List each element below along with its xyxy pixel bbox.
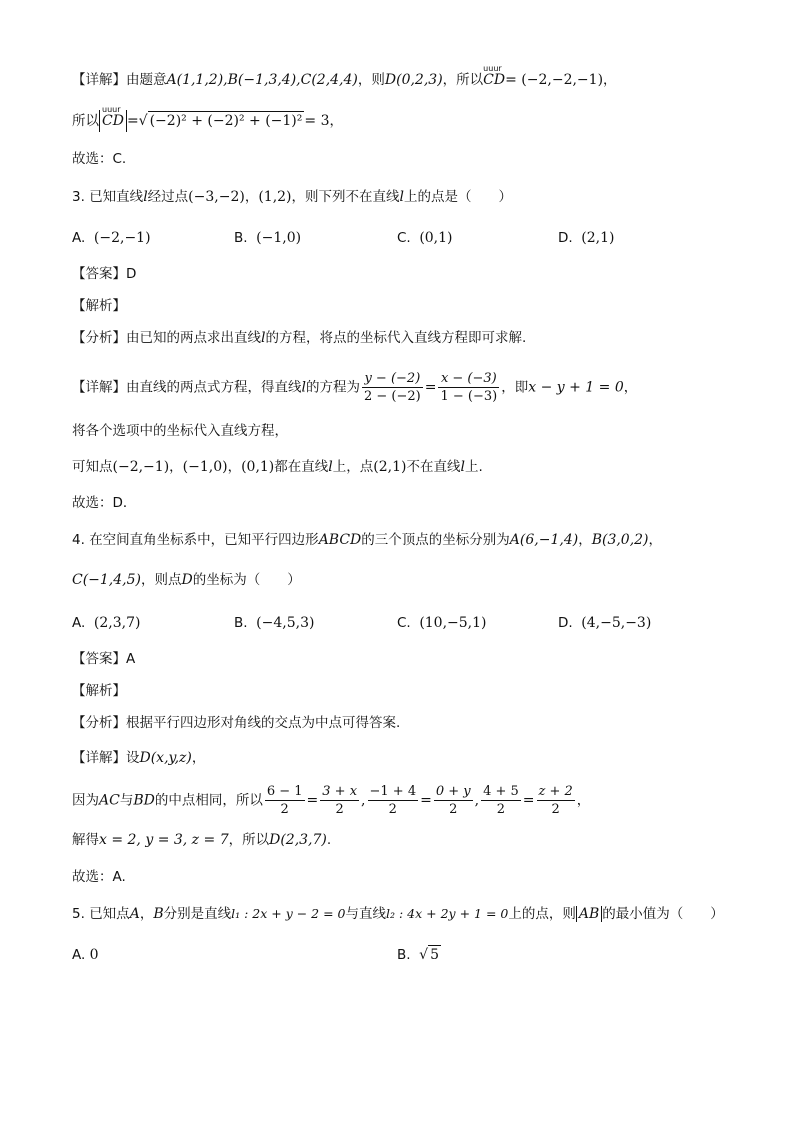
sqrt-sign: √: [138, 113, 148, 129]
solution-line-2: 所以 uuur CD =√ (−2)² + (−2)² + (−1)² = 3，: [72, 110, 343, 132]
q4-fenxi: 【分析】根据平行四边形对角线的交点为中点可得答案.: [72, 715, 401, 731]
q5-option-b: B. √ 5: [397, 947, 439, 963]
given-points: A(1,1,2),B(−1,3,4),C(2,4,4): [166, 72, 358, 88]
frac-5: $\frac{4 + 5}{2}$: [483, 784, 519, 817]
q4-option-b: B. (−4,5,3): [234, 615, 315, 631]
q3-line-3: 可知点(−2,−1)，(−1,0)，(0,1)都在直线l上，点(2,1)不在直线l上.: [72, 459, 483, 475]
q3-option-c: C. (0,1): [397, 230, 453, 246]
q3-conclusion: 故选：D．: [72, 495, 137, 511]
frac-6: $\frac{z + 2}{2}$: [538, 784, 573, 817]
frac-4: $\frac{0 + y}{2}$: [435, 784, 471, 817]
q3-line-2: 将各个选项中的坐标代入直线方程，: [72, 423, 288, 439]
q4-xiangjie: 【详解】设D(x,y,z)，: [72, 750, 206, 766]
solution-line-1: 【详解】由题意A(1,1,2),B(−1,3,4),C(2,4,4)，则D(0,2,3)，所以 uuur CD= (−2,−2,−1)，: [72, 69, 617, 91]
q4-conclusion: 故选：A.: [72, 869, 126, 885]
q3-option-b: B. (−1,0): [234, 230, 302, 246]
q3-fenxi: 【分析】由已知的两点求出直线l的方程，将点的坐标代入直线方程即可求解.: [72, 330, 527, 346]
frac-1: $\frac{6 - 1}{2}$: [266, 784, 303, 817]
frac-3: $\frac{-1 + 4}{2}$: [369, 784, 417, 817]
frac-2: $\frac{3 + x}{2}$: [322, 784, 358, 817]
question-3-stem: 3. 已知直线l经过点(−3,−2)，(1,2)，则下列不在直线l上的点是（ ）: [72, 189, 513, 205]
question-4-stem-2: C(−1,4,5)，则点D的坐标为（ ）: [72, 572, 301, 588]
q3-option-d: D. (2,1): [558, 230, 615, 246]
conclusion-c: 故选：C.: [72, 151, 127, 167]
magnitude-cd: uuur CD: [99, 110, 127, 132]
q3-answer: 【答案】D: [72, 266, 137, 282]
sqrt-sign: √: [419, 947, 429, 963]
q4-analysis-title: 【解析】: [72, 683, 126, 699]
radicand: (−2)² + (−2)² + (−1)²: [149, 113, 303, 129]
q3-analysis-title: 【解析】: [72, 298, 126, 314]
question-4-stem: 4. 在空间直角坐标系中，已知平行四边形ABCD的三个顶点的坐标分别为A(6,−1,4)，B(3,0,2)，: [72, 532, 663, 548]
question-5-stem: 5. 已知点A，B分别是直线l₁ : 2x + y − 2 = 0与直线l₂ : 4x + 2y + 1 = 0上的点，则 AB 的最小值为（ ）: [72, 906, 724, 922]
q4-option-c: C. (10,−5,1): [397, 615, 487, 631]
q3-xiangjie: 【详解】由直线的两点式方程，得直线l的方程为 $\frac{y - (-2)}{2 - (-2)}$ = $\frac{x - (-3)}{1 - (-3)}$ ，即x − y + 1 = 0，: [72, 371, 638, 404]
fraction-x: $\frac{x - (-3)}{1 - (-3)}$: [440, 371, 498, 404]
q4-option-a: A. (2,3,7): [72, 615, 141, 631]
fraction-y: $\frac{y - (-2)}{2 - (-2)}$: [363, 371, 421, 404]
label-xiangjie: 【详解】: [72, 72, 126, 88]
q4-answer: 【答案】A: [72, 651, 136, 667]
vector-cd: uuur CD: [483, 64, 506, 88]
q4-midpoint-line: 因为AC与BD的中点相同，所以 $\frac{6 - 1}{2}$ = $\frac{3 + x}{2}$ , $\frac{-1 + 4}{2}$ = $\frac{0 + y}{2}$ , $\frac{4 + 5}{2}$ = $\frac{z + 2}{2}$ ，: [72, 784, 591, 817]
q4-option-d: D. (4,−5,−3): [558, 615, 652, 631]
q4-solve-line: 解得x = 2, y = 3, z = 7，所以D(2,3,7).: [72, 832, 332, 848]
q5-option-a: A. 0: [72, 947, 99, 963]
q3-option-a: A. (−2,−1): [72, 230, 151, 246]
